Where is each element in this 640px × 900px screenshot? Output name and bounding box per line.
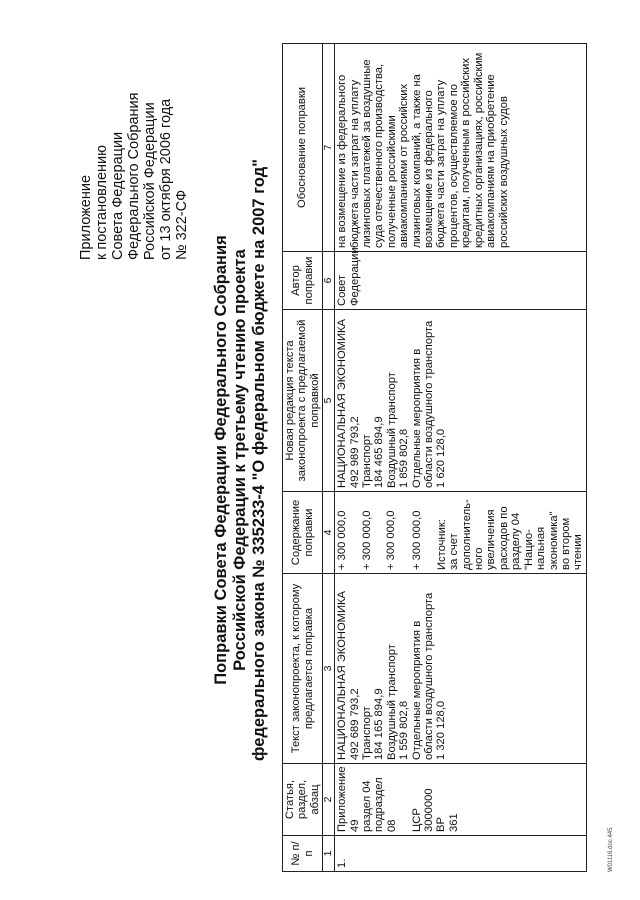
column-number-row (323, 44, 335, 872)
title-line-3: федерального закона № 335233-4 "О федеральном бюджете на 2007 год" (250, 158, 268, 762)
rotated-page (20, 20, 620, 880)
appendix-line: Приложение (78, 174, 94, 260)
header-cell-num: № п/п (283, 836, 323, 872)
amendment-source: Источник: за счет дополнитель- ного увеличения расходов по разделу 04 "Нацио- нальная экономика" во втором чтении (435, 499, 585, 570)
amendment-amount: + 300 000,0 (385, 510, 398, 570)
amendment-amount: + 300 000,0 (336, 510, 349, 570)
appendix-line: Российской Федерации (142, 102, 158, 260)
table-row (335, 44, 587, 872)
header-cell-author: Автор поправки (283, 252, 323, 310)
amendment-amount: + 300 000,0 (411, 510, 424, 570)
appendix-line: Совета Федерации (110, 131, 126, 260)
row-article: Приложение 49 раздел 04 подраздел 08 ЦСР 3000000 ВР 361 (335, 764, 587, 836)
row-content (335, 492, 587, 574)
header-cell-article: Статья, раздел, абзац (283, 764, 323, 836)
column-number: 6 (323, 252, 335, 310)
header-row (283, 44, 323, 872)
column-number: 2 (323, 764, 335, 836)
appendix-line: № 322-СФ (174, 189, 190, 260)
title-line-2: Российской Федерации к третьему чтению проекта (231, 249, 249, 671)
header-cell-current-text: Текст законопроекта, к которому предлагается поправка (283, 574, 323, 764)
row-number: 1. (335, 836, 587, 872)
column-number: 4 (323, 492, 335, 574)
row-justification: на возмещение из федерального бюджета части затрат на уплату лизинговых платежей за воздушные суда отечественного производства, полученные российскими авиакомпаниями от российских лизинговых компаний, а также на возмещение из федерального бюджета части затрат на уплату процентов, осуществляемое по кредитам, полученным в российских кредитных организациях, российским авиакомпаниям на приобретение российских воздушных судов (335, 44, 587, 252)
amendment-amount: + 300 000,0 (360, 510, 373, 570)
title-line-1: Поправки Совета Федерации Федерального Собрания (212, 235, 230, 685)
amendments-table (282, 43, 587, 872)
column-number: 7 (323, 44, 335, 252)
header-cell-justification: Обоснование поправки (283, 44, 323, 252)
row-author: Совет Федерации (335, 252, 587, 310)
row-current-text: НАЦИОНАЛЬНАЯ ЭКОНОМИКА 492 689 793,2 Транспорт 184 165 894,9 Воздушный транспорт 1 559 802,8 Отдельные мероприятия в области воздушного транспорта 1 320 128,0 (335, 574, 587, 764)
column-number: 5 (323, 310, 335, 492)
column-number: 1 (323, 836, 335, 872)
column-number: 3 (323, 574, 335, 764)
appendix-line: к постановлению (94, 144, 110, 260)
document-title (212, 110, 269, 810)
row-new-text: НАЦИОНАЛЬНАЯ ЭКОНОМИКА 492 989 793,2 Транспорт 184 465 894,9 Воздушный транспорт 1 859 802,8 Отдельные мероприятия в области воздушного транспорта 1 620 128,0 (335, 310, 587, 492)
file-footnote: W01116.doc 445 (608, 827, 614, 872)
header-cell-new-text: Новая редакция текста законопроекта с предлагаемой поправкой (283, 310, 323, 492)
header-cell-content: Содержание поправки (283, 492, 323, 574)
appendix-line: Федерального Собрания (126, 92, 142, 260)
appendix-line: от 13 октября 2006 года (158, 98, 174, 260)
appendix-block (78, 60, 190, 260)
